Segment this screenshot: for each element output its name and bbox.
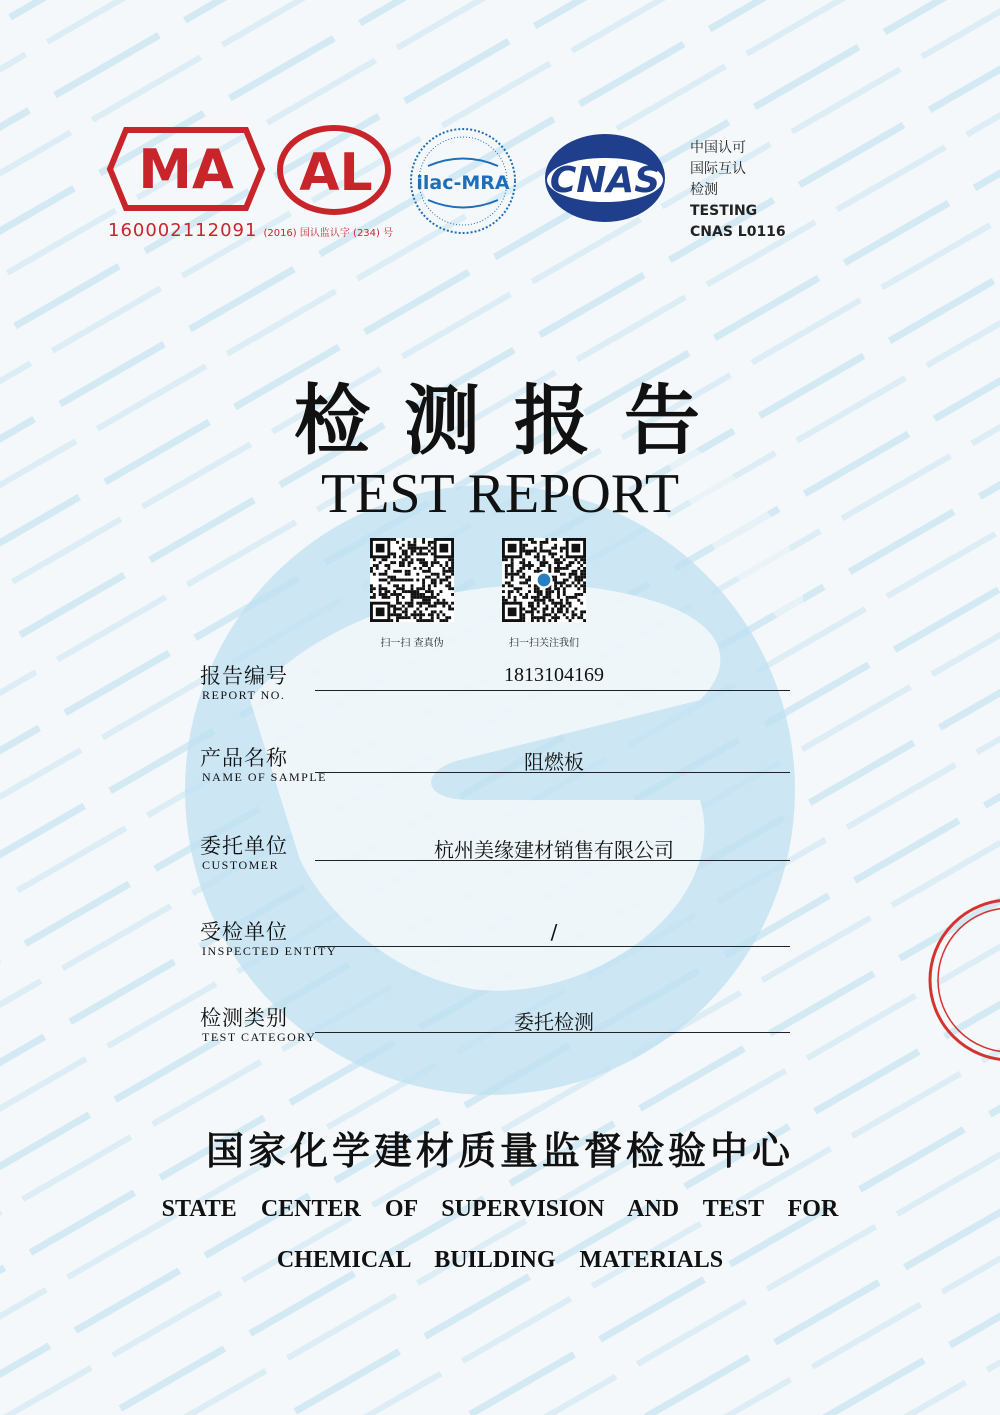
accreditation-text [690, 138, 786, 243]
field-underline [315, 690, 790, 691]
field-label-cn: 检测类别 [200, 1006, 288, 1030]
field-value: / [550, 920, 558, 944]
organization-name-en-line2: CHEMICAL BUILDING MATERIALS [276, 1247, 724, 1273]
cma-certificate-number [108, 220, 393, 241]
field-underline [315, 860, 790, 861]
field-underline [315, 772, 790, 773]
field-label-en: INSPECTED ENTITY [202, 944, 337, 958]
accred-line: TESTING [690, 203, 758, 219]
title-english: TEST REPORT [320, 463, 680, 525]
field-value: 阻燃板 [524, 750, 584, 774]
field-value: 1813104169 [504, 664, 604, 686]
field-label-cn: 产品名称 [200, 746, 288, 770]
follow-qr-code[interactable] [502, 538, 586, 622]
accred-line: 国际互认 [690, 161, 746, 177]
qr-caption-verify: 扫一扫 查真伪 [380, 638, 444, 649]
field-label-en: NAME OF SAMPLE [202, 770, 328, 784]
accred-line: 检测 [690, 182, 718, 198]
organization-name-en-line1: STATE CENTER OF SUPERVISION AND TEST FOR [161, 1196, 839, 1222]
cma-logo [106, 124, 266, 214]
field-value: 委托检测 [514, 1010, 594, 1034]
field-underline [315, 946, 790, 947]
ilac-mra-logo [408, 126, 518, 236]
cma-cert-text: (2016) 国认监认字 (234) 号 [263, 228, 394, 239]
field-report-no [200, 660, 790, 710]
cma-number: 160002112091 [108, 220, 258, 241]
svg-text:CNAS: CNAS [549, 160, 661, 201]
field-sample-name [200, 742, 790, 792]
title-chinese: 检测报告 [294, 376, 734, 465]
svg-text:ilac-MRA: ilac-MRA [416, 172, 510, 194]
field-label-cn: 受检单位 [200, 920, 288, 944]
field-label-en: REPORT NO. [202, 688, 286, 702]
field-test-category [200, 1002, 790, 1052]
accred-line: CNAS L0116 [690, 224, 786, 240]
accreditation-logos [100, 120, 900, 250]
cnas-logo [540, 130, 670, 230]
field-value: 杭州美缘建材销售有限公司 [434, 838, 674, 862]
field-label-en: CUSTOMER [202, 858, 280, 872]
field-inspected-entity [200, 916, 790, 966]
field-label-cn: 报告编号 [200, 664, 288, 688]
svg-text:MA: MA [138, 138, 234, 201]
verification-qr-code[interactable] [370, 538, 454, 622]
field-label-en: TEST CATEGORY [202, 1030, 317, 1044]
svg-text:AL: AL [299, 143, 373, 203]
organization-name-cn: 国家化学建材质量监督检验中心 [205, 1129, 794, 1173]
qr-caption-follow: 扫一扫关注我们 [509, 638, 579, 649]
cal-logo [276, 124, 392, 218]
field-customer [200, 830, 790, 880]
field-label-cn: 委托单位 [200, 834, 288, 858]
field-underline [315, 1032, 790, 1033]
accred-line: 中国认可 [690, 140, 746, 156]
